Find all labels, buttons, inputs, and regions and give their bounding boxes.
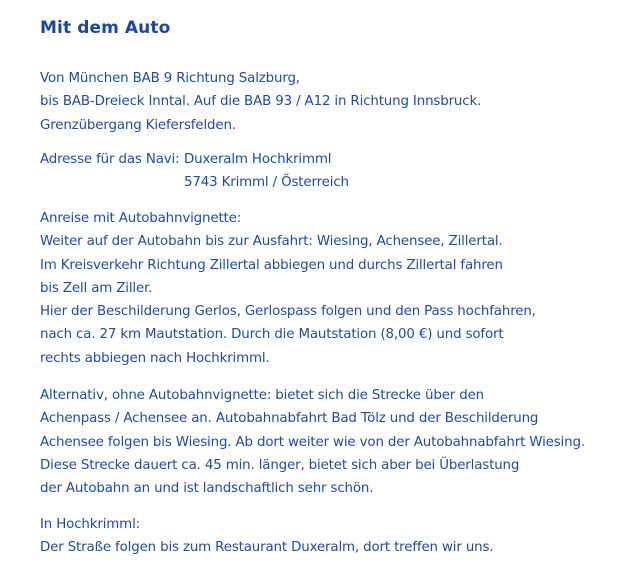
vignette-line: nach ca. 27 km Mautstation. Durch die Mautstation (8,00 €) und sofort — [40, 327, 504, 343]
route-line: bis BAB-Dreieck Inntal. Auf die BAB 93 / A12 in Richtung Innsbruck. — [40, 94, 482, 110]
hochkrimml-line: Der Straße folgen bis zum Restaurant Duxeralm, dort treffen wir uns. — [40, 540, 494, 556]
alternative-line: Alternativ, ohne Autobahnvignette: bietet sich die Strecke über den — [40, 388, 485, 403]
vignette-line: rechts abbiegen nach Hochkrimml. — [40, 350, 270, 366]
vignette-paragraph — [40, 207, 536, 370]
vignette-line: bis Zell am Ziller. — [40, 280, 153, 296]
navi-address-line1: Duxeralm Hochkrimml — [184, 152, 332, 167]
route-line: Von München BAB 9 Richtung Salzburg, — [40, 71, 300, 86]
vignette-line: Hier der Beschilderung Gerlos, Gerlospass folgen und den Pass hochfahren, — [40, 304, 536, 320]
alternative-line: Diese Strecke dauert ca. 45 min. länger, bietet sich aber bei Überlastung — [40, 457, 520, 473]
navi-row — [40, 171, 349, 194]
alternative-line: Achenpass / Achensee an. Autobahnabfahrt Bad Tölz und der Beschilderung — [40, 411, 539, 427]
alternative-paragraph — [40, 384, 585, 500]
alternative-line: der Autobahn an und ist landschaftlich sehr schön. — [40, 481, 374, 497]
navi-address — [40, 148, 349, 195]
navi-address-line2: 5743 Krimml / Österreich — [184, 175, 349, 191]
route-paragraph — [40, 67, 481, 137]
navi-label: Adresse für das Navi: — [40, 152, 180, 167]
route-line: Grenzübergang Kiefersfelden. — [40, 117, 236, 133]
vignette-line: Weiter auf der Autobahn bis zur Ausfahrt: Wiesing, Achensee, Zillertal. — [40, 234, 503, 250]
navi-row — [40, 148, 349, 171]
vignette-line: Anreise mit Autobahnvignette: — [40, 211, 242, 226]
hochkrimml-line: In Hochkrimml: — [40, 517, 141, 532]
vignette-line: Im Kreisverkehr Richtung Zillertal abbiegen und durchs Zillertal fahren — [40, 257, 503, 273]
hochkrimml-paragraph — [40, 513, 493, 560]
alternative-line: Achensee folgen bis Wiesing. Ab dort weiter wie von der Autobahnabfahrt Wiesing. — [40, 434, 585, 450]
section-title: Mit dem Auto — [40, 18, 171, 38]
